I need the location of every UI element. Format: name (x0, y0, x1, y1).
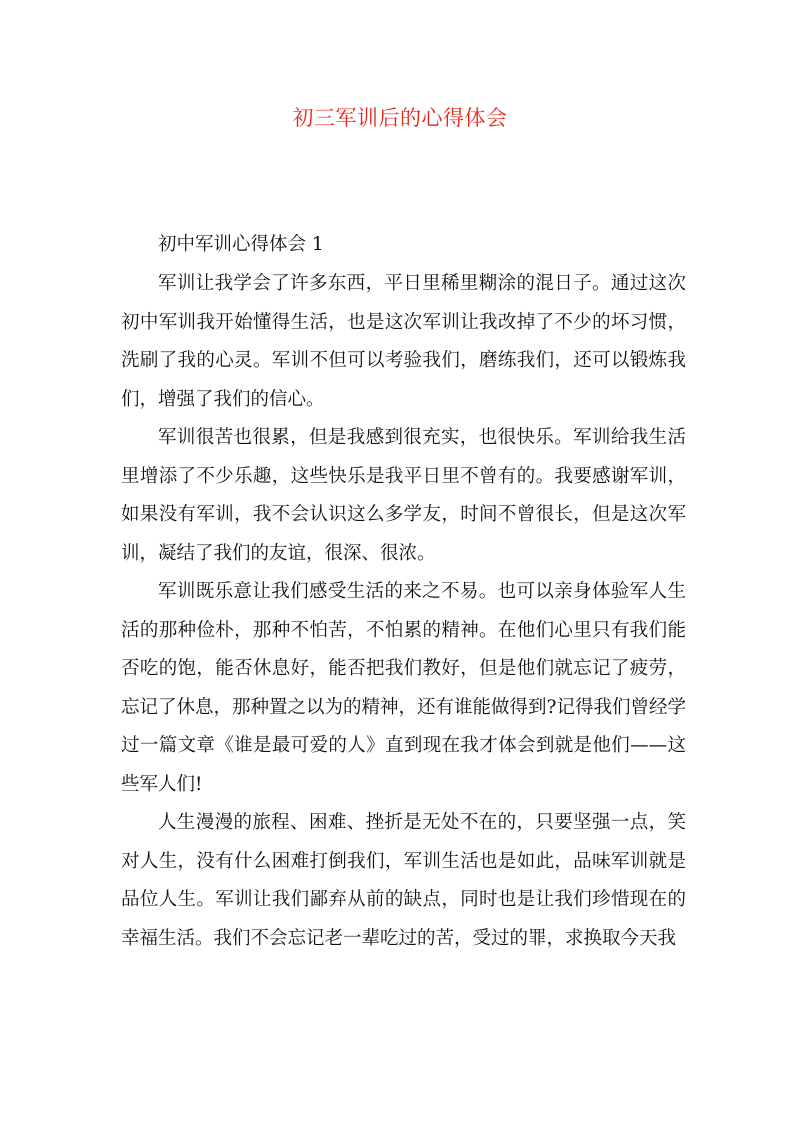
document-body (121, 225, 686, 958)
section-subheading: 初中军训心得体会 1 (158, 234, 324, 255)
document-title: 初三军训后的心得体会 (292, 106, 508, 130)
paragraph-4: 人生漫漫的旅程、困难、挫折是无处不在的，只要坚强一点，笑对人生，没有什么困难打倒我们，军训生活也是如此，品味军训就是品位人生。军训让我们鄙弃从前的缺点，同时也是让我们珍惜现在的幸福生活。我们不会忘记老一辈吃过的苦，受过的罪，求换取今天我 (121, 812, 686, 949)
paragraph-3: 军训既乐意让我们感受生活的来之不易。也可以亲身体验军人生活的那种俭朴，那种不怕苦，不怕累的精神。在他们心里只有我们能否吃的饱，能否休息好，能否把我们教好，但是他们就忘记了疲劳，忘记了休息，那种置之以为的精神，还有谁能做得到?记得我们曾经学过一篇文章《谁是最可爱的人》直到现在我才体会到就是他们——这些军人们! (121, 581, 686, 795)
paragraph-2: 军训很苦也很累，但是我感到很充实，也很快乐。军训给我生活里增添了不少乐趣，这些快乐是我平日里不曾有的。我要感谢军训，如果没有军训，我不会认识这么多学友，时间不曾很长，但是这次军训，凝结了我们的友谊，很深、很浓。 (121, 427, 686, 564)
paragraph-1: 军训让我学会了许多东西，平日里稀里糊涂的混日子。通过这次初中军训我开始懂得生活，也是这次军训让我改掉了不少的坏习惯，洗刷了我的心灵。军训不但可以考验我们，磨练我们，还可以锻炼我们，增强了我们的信心。 (121, 273, 686, 410)
